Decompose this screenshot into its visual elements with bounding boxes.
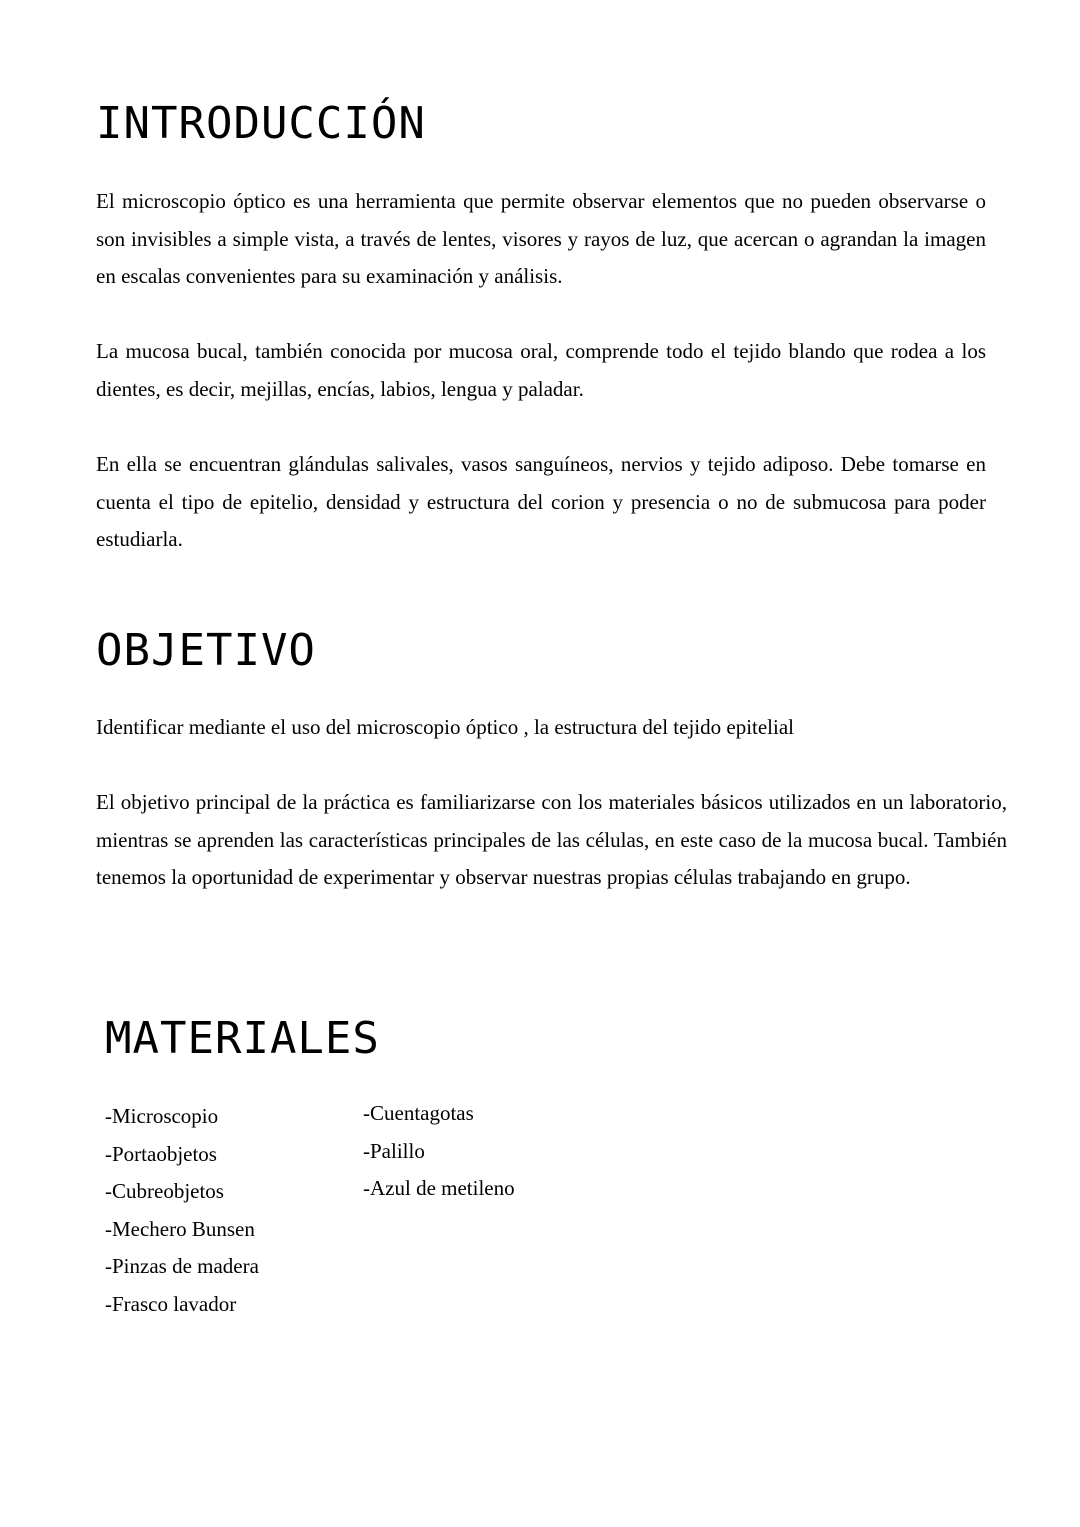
material-item: -Mechero Bunsen — [105, 1216, 255, 1241]
introduccion-paragraph-3: En ella se encuentran glándulas salivales, vasos sanguíneos, nervios y tejido adiposo. Debe tomarse en cuenta el tipo de epitelio, densidad y estructura del corion y presencia o no de submucosa para poder estudiarla. — [96, 452, 986, 551]
material-item: -Frasco lavador — [105, 1291, 237, 1316]
materiales-list-column-2 — [363, 1095, 515, 1208]
objetivo-paragraph-1: Identificar mediante el uso del microscopio óptico , la estructura del tejido epitelial — [96, 715, 795, 739]
material-item: -Portaobjetos — [105, 1141, 217, 1166]
introduccion-paragraph-2: La mucosa bucal, también conocida por mucosa oral, comprende todo el tejido blando que rodea a los dientes, es decir, mejillas, encías, labios, lengua y paladar. — [96, 339, 986, 401]
material-item: -Azul de metileno — [363, 1176, 515, 1201]
material-item: -Pinzas de madera — [105, 1254, 259, 1279]
introduccion-paragraph-1: El microscopio óptico es una herramienta que permite observar elementos que no pueden observarse o son invisibles a simple vista, a través de lentes, visores y rayos de luz, que acercan o agrandan la imagen en escalas convenientes para su examinación y análisis. — [96, 189, 986, 288]
material-item: -Palillo — [363, 1138, 425, 1163]
introduccion-heading: INTRODUCCIÓN — [96, 98, 426, 149]
materiales-list-column-1 — [105, 1098, 259, 1324]
materiales-heading: MATERIALES — [105, 1013, 380, 1064]
objetivo-heading: OBJETIVO — [96, 625, 316, 676]
material-item: -Cubreobjetos — [105, 1179, 224, 1204]
material-item: -Cuentagotas — [363, 1101, 474, 1125]
material-item: -Microscopio — [105, 1104, 219, 1128]
objetivo-paragraph-2: El objetivo principal de la práctica es familiarizarse con los materiales básicos utilizados en un laboratorio, mientras se aprenden las características principales de las células, en este caso de la mucosa bucal. También tenemos la oportunidad de experimentar y observar nuestras propias células trabajando en grupo. — [96, 790, 1007, 889]
